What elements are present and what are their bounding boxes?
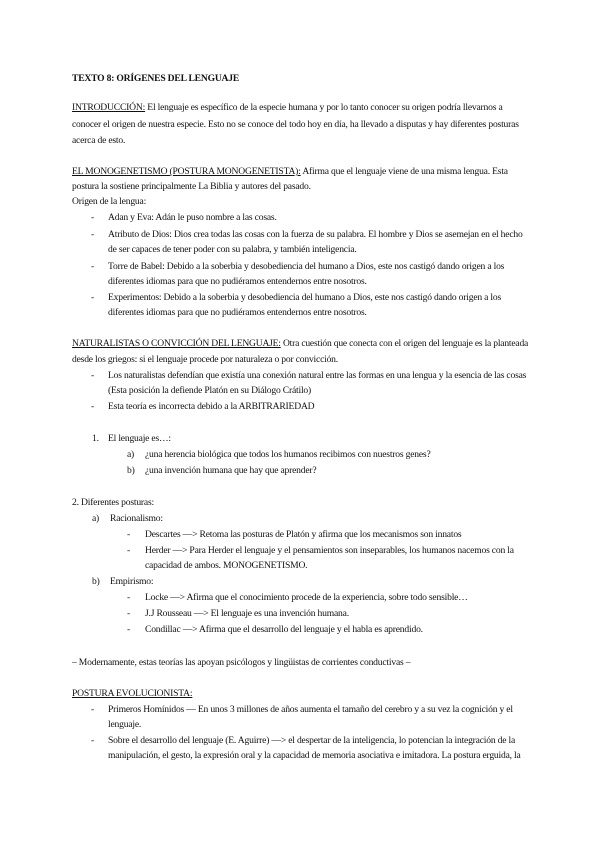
- q1-text: El lenguaje es…:: [108, 433, 171, 444]
- mono-line-1: [72, 166, 508, 178]
- mono-item-4-cont: diferentes idiomas para que no pudiéramos entendernos entre nosotros.: [108, 307, 367, 318]
- q1-b-letter: b): [127, 465, 135, 476]
- nat-line-2: desde los griegos: si el lenguaje procede por naturaleza o por convicción.: [72, 354, 338, 365]
- nat-item-1: Los naturalistas defendían que existía una conexión natural entre las formas en una lengua y la esencia de las cosas: [108, 370, 527, 381]
- evo-item-2: Sobre el desarrollo del lenguaje (E. Aguirre) —> el despertar de la inteligencia, lo potencian la integración de la: [108, 735, 516, 746]
- nat-heading: NATURALISTAS O CONVICCIÓN DEL LENGUAJE:: [72, 338, 281, 349]
- bullet-dash: -: [91, 735, 95, 746]
- q2-a-item-2-cont: capacidad de ambos. MONOGENETISMO.: [145, 560, 308, 571]
- q2-b-text: Empirismo:: [110, 576, 154, 587]
- evo-heading: POSTURA EVOLUCIONISTA:: [72, 688, 193, 699]
- bullet-dash: -: [91, 292, 95, 303]
- q2-text: 2. Diferentes posturas:: [72, 497, 154, 508]
- mono-item-3-cont: diferentes idiomas para que no pudiéramos entendernos entre nosotros.: [108, 276, 367, 287]
- evo-item-1-cont: lenguaje.: [108, 719, 142, 730]
- mono-heading: EL MONOGENETISMO (POSTURA MONOGENETISTA):: [72, 166, 301, 177]
- q2-a-text: Racionalismo:: [110, 513, 163, 524]
- bullet-dash: -: [127, 545, 131, 556]
- bullet-dash: -: [127, 608, 131, 619]
- mono-line-2: postura la sostiene principalmente La Biblia y autores del pasado.: [72, 181, 311, 192]
- document-title: TEXTO 8: ORÍGENES DEL LENGUAJE: [72, 73, 240, 84]
- bullet-dash: -: [127, 592, 131, 603]
- q1-a-letter: a): [127, 449, 135, 460]
- bullet-dash: -: [91, 229, 95, 240]
- q2-a-item-1: Descartes —> Retoma las posturas de Platón y afirma que los mecanismos son innatos: [145, 529, 462, 540]
- mono-item-4: Experimentos: Debido a la soberbia y desobediencia del humano a Dios, este nos castigó dando origen a los: [108, 292, 502, 303]
- intro-heading: INTRODUCCIÓN:: [72, 102, 146, 113]
- intro-line-3: acerca de esto.: [72, 135, 126, 146]
- nat-item-1-cont: (Esta posición la defiende Platón en su Diálogo Crátilo): [108, 385, 312, 396]
- bullet-dash: -: [91, 261, 95, 272]
- q2-a-letter: a): [92, 513, 100, 524]
- bullet-dash: -: [91, 401, 95, 412]
- mono-text-1: Afirma que el lenguaje viene de una misma lengua. Esta: [300, 166, 508, 177]
- mono-origin-label: Origen de la lengua:: [72, 196, 147, 207]
- evo-item-1: Primeros Homínidos — En unos 3 millones de años aumenta el tamaño del cerebro y a su vez la cognición y el: [108, 704, 513, 715]
- intro-line-2: conocer el origen de nuestra especie. Esto no se conoce del todo hoy en día, ha llevado a disputas y hay diferentes posturas: [72, 119, 519, 130]
- q2-b-item-1: Locke —> Afirma que el conocimiento procede de la experiencia, sobre todo sensible…: [145, 592, 468, 603]
- bullet-dash: -: [127, 624, 131, 635]
- nat-text-1: Otra cuestión que conecta con el origen del lenguaje es la planteada: [280, 338, 529, 349]
- mono-item-3: Torre de Babel: Debido a la soberbia y desobediencia del humano a Dios, este nos castigó dando origen a los: [108, 261, 505, 272]
- q2-b-item-3: Condillac —> Afirma que el desarrollo del lenguaje y el habla es aprendido.: [145, 624, 423, 635]
- intro-line-1: [72, 102, 503, 114]
- evo-item-2-cont: manipulación, el gesto, la expresión oral y la capacidad de memoria asociativa e imitadora. La postura erguida, la: [108, 750, 521, 761]
- mono-item-2: Atributo de Dios: Dios crea todas las cosas con la fuerza de su palabra. El hombre y Dios se asemejan en el hecho: [108, 229, 523, 240]
- intro-text-1: El lenguaje es específico de la especie humana y por lo tanto conocer su origen podría llevarnos a: [145, 102, 503, 113]
- bullet-dash: -: [127, 529, 131, 540]
- q2-b-letter: b): [92, 576, 100, 587]
- mono-item-2-cont: de ser capaces de tener poder con su palabra, y también inteligencia.: [108, 244, 357, 255]
- mono-item-1: Adan y Eva: Adán le puso nombre a las cosas.: [108, 212, 277, 223]
- q1-b-text: ¿una invención humana que hay que aprender?: [145, 465, 317, 476]
- q2-b-item-2: J.J Rousseau —> El lenguaje es una invención humana.: [145, 608, 349, 619]
- bullet-dash: -: [91, 704, 95, 715]
- q2-a-item-2: Herder —> Para Herder el lenguaje y el pensamientos son inseparables, los humanos nacemos con la: [145, 545, 514, 556]
- nat-line-1: [72, 338, 528, 350]
- modern-note: – Modernamente, estas teorías las apoyan psicólogos y lingüistas de corrientes conductivas –: [72, 657, 411, 668]
- bullet-dash: -: [91, 212, 95, 223]
- q1-number: 1.: [92, 433, 99, 444]
- bullet-dash: -: [91, 370, 95, 381]
- q1-a-text: ¿una herencia biológica que todos los humanos recibimos con nuestros genes?: [145, 449, 431, 460]
- nat-item-2: Esta teoría es incorrecta debido a la ARBITRARIEDAD: [108, 401, 315, 412]
